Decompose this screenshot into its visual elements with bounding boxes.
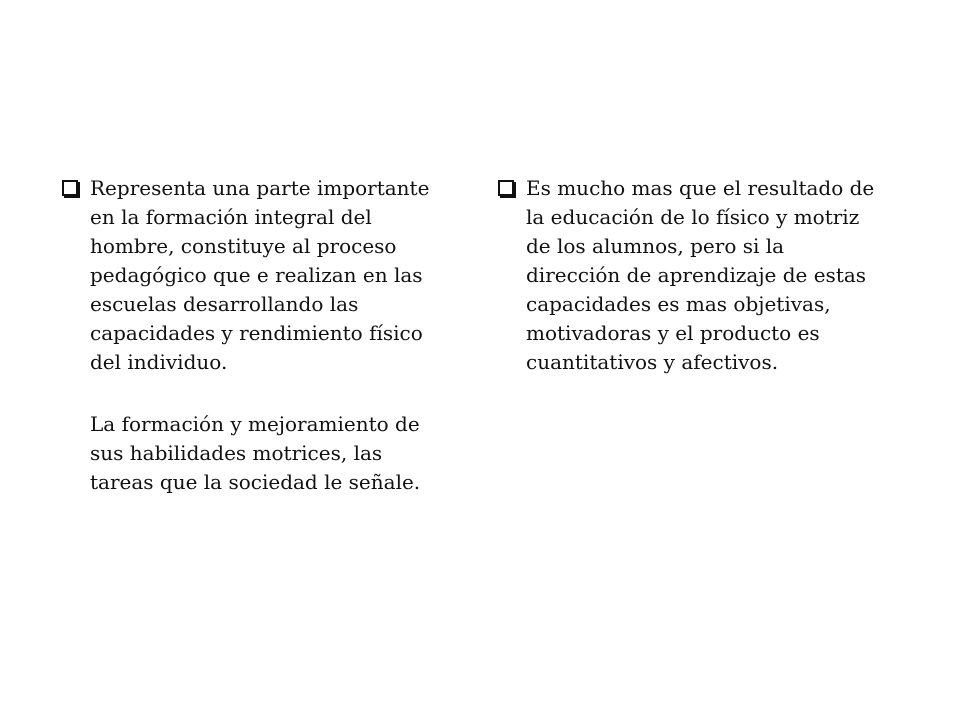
left-column (62, 174, 472, 497)
right-column (498, 174, 918, 377)
left-continuation-text: La formación y mejoramiento de sus habilidades motrices, las tareas que la sociedad le señale. (90, 412, 421, 494)
left-bullet-text: Representa una parte importante en la formación integral del hombre, constituye al proceso pedagógico que e realizan en las escuelas desarrollando las capacidades y rendimiento físico del individuo. (90, 176, 430, 374)
square-bullet-icon (498, 180, 514, 196)
square-bullet-icon (62, 180, 78, 196)
right-bullet-item (498, 174, 918, 377)
left-bullet-item (62, 174, 472, 377)
right-bullet-text: Es mucho mas que el resultado de la educación de lo físico y motriz de los alumnos, pero si la dirección de aprendizaje de estas capacidades es mas objetivas, motivadoras y el producto es cuantitativos y afectivos. (526, 176, 875, 374)
